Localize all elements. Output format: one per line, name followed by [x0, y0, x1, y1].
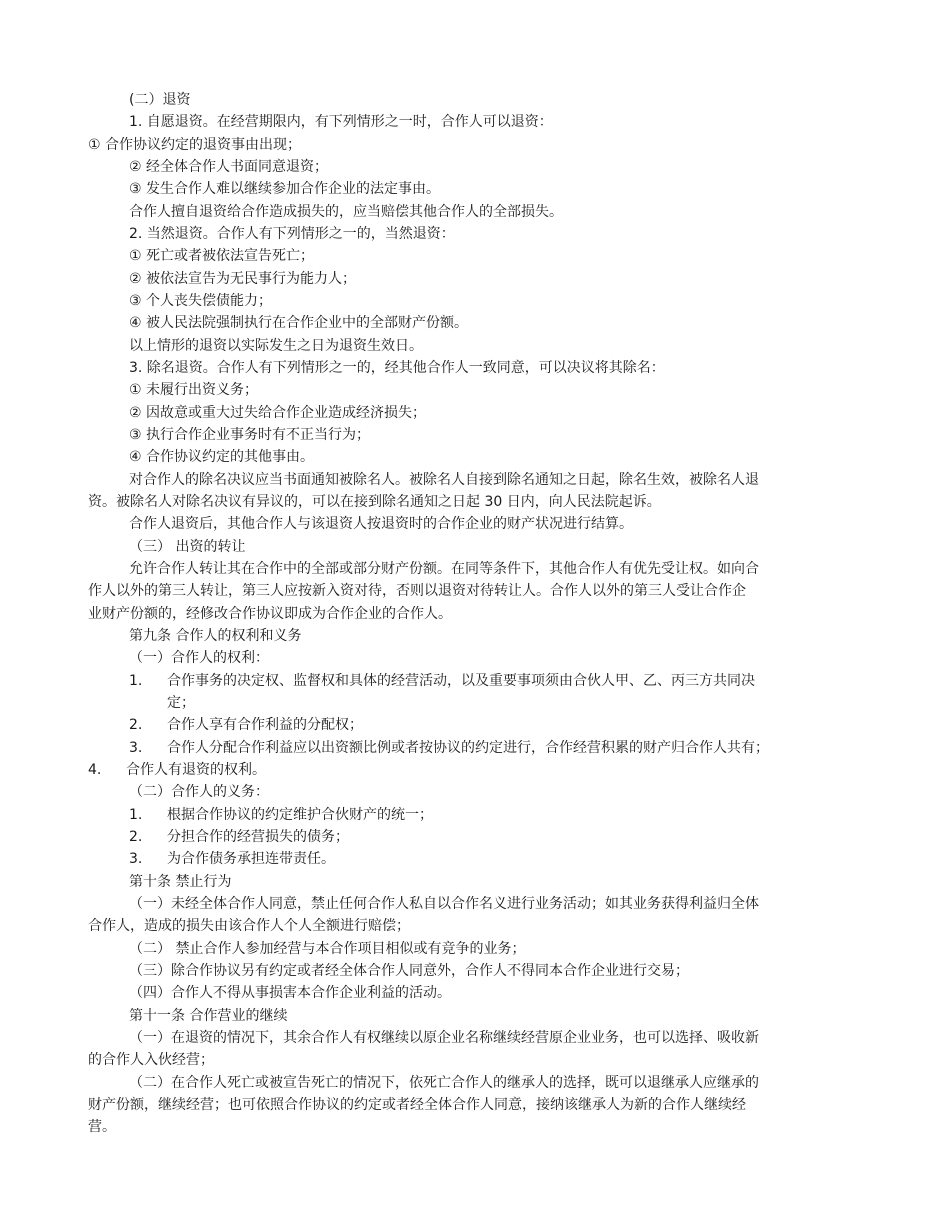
- paragraph: 合作人，造成的损失由该合作人个人全额进行赔偿；: [88, 918, 410, 934]
- paragraph: （二）在合作人死亡或被宣告死亡的情况下，依死亡合作人的继承人的选择，既可以退继承人应继承的: [129, 1075, 759, 1091]
- paragraph: 对合作人的除名决议应当书面通知被除名人。被除名人自接到除名通知之日起，除名生效，被除名人退: [129, 472, 759, 488]
- paragraph: 的合作人入伙经营；: [88, 1052, 214, 1068]
- paragraph: 营。: [88, 1119, 116, 1135]
- item-number: 2.: [129, 829, 143, 845]
- item-number: 4.: [88, 762, 102, 778]
- paragraph: （一）在退资的情况下，其余合作人有权继续以原企业名称继续经营原企业业务，也可以选择、吸收新: [129, 1030, 759, 1046]
- paragraph: （二） 禁止合作人参加经营与本合作项目相似或有竞争的业务；: [129, 941, 526, 957]
- paragraph: （三）除合作协议另有约定或者经全体合作人同意外，合作人不得同本合作企业进行交易；: [129, 963, 689, 979]
- list-item: ② 被依法宣告为无民事行为能力人；: [129, 271, 357, 287]
- paragraph: 3. 除名退资。合作人有下列情形之一的，经其他合作人一致同意，可以决议将其除名：: [129, 360, 665, 376]
- list-item: ① 未履行出资义务；: [129, 382, 259, 398]
- numbered-item: [129, 804, 433, 826]
- item-number: 3.: [129, 851, 143, 867]
- article-heading-11: 第十一条 合作营业的继续: [129, 1008, 288, 1024]
- paragraph: 合作人退资后，其他合作人与该退资人按退资时的合作企业的财产状况进行结算。: [129, 516, 633, 532]
- item-text: 合作事务的决定权、监督权和具体的经营活动，以及重要事项须由合伙人甲、乙、丙三方共同决: [167, 673, 755, 689]
- list-item: ③ 执行合作企业事务时有不正当行为；: [129, 427, 370, 443]
- paragraph: 作人以外的第三人转让，第三人应按新入资对待，否则以退资对待转让人。合作人以外的第三人受让合作企: [88, 583, 746, 599]
- subsection-heading: （一）合作人的权利：: [129, 650, 269, 666]
- item-number: 1.: [129, 807, 143, 823]
- item-text: 合作人有退资的权利。: [126, 762, 266, 778]
- item-text: 为合作债务承担连带责任。: [167, 851, 335, 867]
- paragraph: 合作人擅自退资给合作造成损失的，应当赔偿其他合作人的全部损失。: [129, 204, 563, 220]
- item-text: 分担合作的经营损失的债务；: [167, 829, 349, 845]
- paragraph: （四）合作人不得从事损害本合作企业利益的活动。: [129, 985, 451, 1001]
- numbered-item: [129, 826, 349, 848]
- list-item: ① 合作协议约定的退资事由出现；: [88, 137, 302, 153]
- section-heading-withdrawal: (二）退资: [129, 92, 191, 108]
- item-number: 3.: [129, 740, 143, 756]
- list-item: ① 死亡或者被依法宣告死亡；: [129, 248, 315, 264]
- item-text: 合作人分配合作利益应以出资额比例或者按协议的约定进行，合作经营积累的财产归合作人共有；: [167, 740, 769, 756]
- paragraph: （一）未经全体合作人同意，禁止任何合作人私自以合作名义进行业务活动；如其业务获得利益归全体: [129, 896, 759, 912]
- item-number: 1.: [129, 673, 143, 689]
- list-item: ② 因故意或重大过失给合作企业造成经济损失；: [129, 405, 426, 421]
- item-text: 合作人享有合作利益的分配权；: [167, 717, 363, 733]
- list-item: ④ 被人民法院强制执行在合作企业中的全部财产份额。: [129, 315, 468, 331]
- article-heading-10: 第十条 禁止行为: [129, 874, 232, 890]
- paragraph: 资。被除名人对除名决议有异议的，可以在接到除名通知之日起 30 日内，向人民法院起诉。: [88, 494, 661, 510]
- list-item: ③ 发生合作人难以继续参加合作企业的法定事由。: [129, 181, 440, 197]
- item-text: 根据合作协议的约定维护合伙财产的统一；: [167, 807, 433, 823]
- paragraph: 允许合作人转让其在合作中的全部或部分财产份额。在同等条件下，其他合作人有优先受让权。如向合: [129, 561, 759, 577]
- paragraph: 以上情形的退资以实际发生之日为退资生效日。: [129, 338, 423, 354]
- paragraph: 2. 当然退资。合作人有下列情形之一的，当然退资：: [129, 226, 455, 242]
- item-number: 2.: [129, 717, 143, 733]
- list-item: ② 经全体合作人书面同意退资；: [129, 159, 329, 175]
- subsection-heading: （二）合作人的义务：: [129, 784, 269, 800]
- numbered-item: [129, 737, 769, 759]
- paragraph: 定；: [167, 695, 195, 711]
- numbered-item: [88, 759, 266, 781]
- paragraph: 业财产份额的，经修改合作协议即成为合作企业的合作人。: [88, 606, 452, 622]
- paragraph: 财产份额，继续经营；也可依照合作协议的约定或者经全体合作人同意，接纳该继承人为新的合作人继续经: [88, 1097, 746, 1113]
- paragraph: 1. 自愿退资。在经营期限内，有下列情形之一时，合作人可以退资：: [129, 114, 553, 130]
- numbered-item: [129, 848, 335, 870]
- numbered-item: [129, 714, 363, 736]
- numbered-item: [129, 670, 755, 692]
- list-item: ④ 合作协议约定的其他事由。: [129, 449, 315, 465]
- article-heading-9: 第九条 合作人的权利和义务: [129, 628, 302, 644]
- list-item: ③ 个人丧失偿债能力；: [129, 293, 273, 309]
- section-heading-transfer: （三） 出资的转让: [129, 539, 246, 555]
